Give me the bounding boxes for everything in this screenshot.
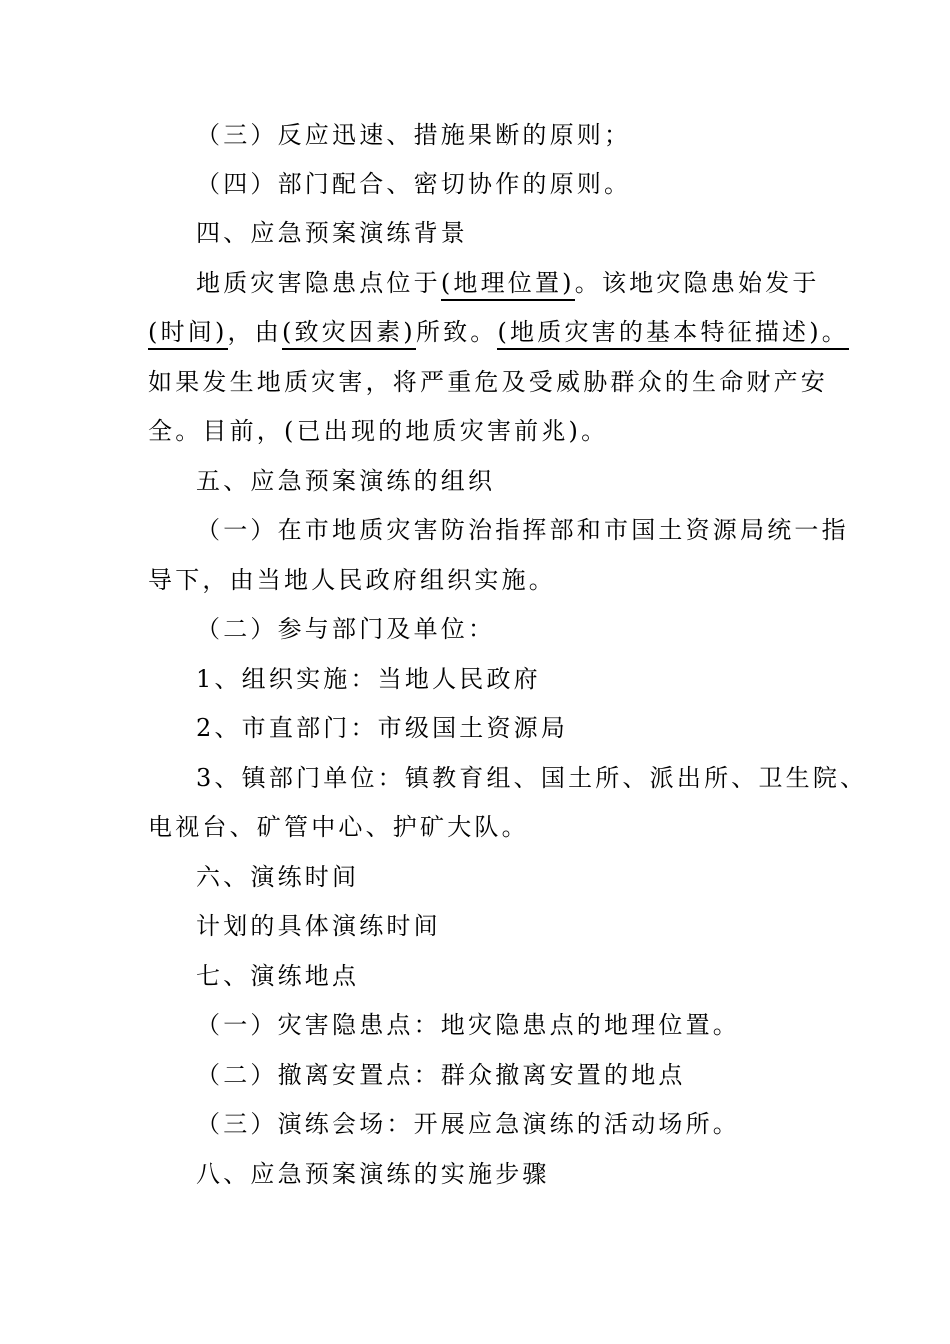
place-item-2: （二）撤离安置点：群众撤离安置的地点 (196, 1061, 686, 1089)
background-line-1 (196, 258, 818, 308)
background-text: 。该地灾隐患始发于 (574, 269, 820, 297)
org-item-1: 1、组织实施：当地人民政府 (196, 665, 541, 693)
org-paragraph-1-line-2: 导下，由当地人民政府组织实施。 (148, 566, 556, 594)
background-line-3: 如果发生地质灾害，将严重危及受威胁群众的生命财产安 (148, 368, 828, 396)
factor-placeholder: (致灾因素) (282, 318, 416, 350)
org-item-3-line-2: 电视台、矿管中心、护矿大队。 (148, 813, 529, 841)
place-item-1: （一）灾害隐患点：地灾隐患点的地理位置。 (196, 1011, 740, 1039)
section-6-heading: 六、演练时间 (196, 863, 360, 891)
background-text: 所致。 (415, 318, 498, 346)
background-line-4: 全。目前，(已出现的地质灾害前兆)。 (148, 417, 609, 445)
time-placeholder: (时间) (148, 318, 228, 350)
org-item-3-line-1: 3、镇部门单位：镇教育组、国土所、派出所、卫生院、 (196, 764, 868, 792)
place-item-3: （三）演练会场：开展应急演练的活动场所。 (196, 1110, 740, 1138)
section-7-heading: 七、演练地点 (196, 962, 360, 990)
org-paragraph-2: （二）参与部门及单位： (196, 615, 496, 643)
feature-placeholder: (地质灾害的基本特征描述)。 (497, 318, 849, 350)
org-item-2: 2、市直部门：市级国土资源局 (196, 714, 569, 742)
geo-location-placeholder: (地理位置) (441, 269, 575, 301)
org-paragraph-1-line-1: （一）在市地质灾害防治指挥部和市国土资源局统一指 (196, 516, 849, 544)
section-5-heading: 五、应急预案演练的组织 (196, 467, 496, 495)
background-line-2 (148, 307, 850, 357)
background-text: ，由 (227, 318, 282, 346)
section-8-heading: 八、应急预案演练的实施步骤 (196, 1160, 550, 1188)
time-text: 计划的具体演练时间 (196, 912, 441, 940)
section-4-heading: 四、应急预案演练背景 (196, 219, 468, 247)
principle-3: （三）反应迅速、措施果断的原则； (196, 121, 632, 149)
principle-4: （四）部门配合、密切协作的原则。 (196, 170, 632, 198)
background-text: 地质灾害隐患点位于 (196, 269, 441, 297)
